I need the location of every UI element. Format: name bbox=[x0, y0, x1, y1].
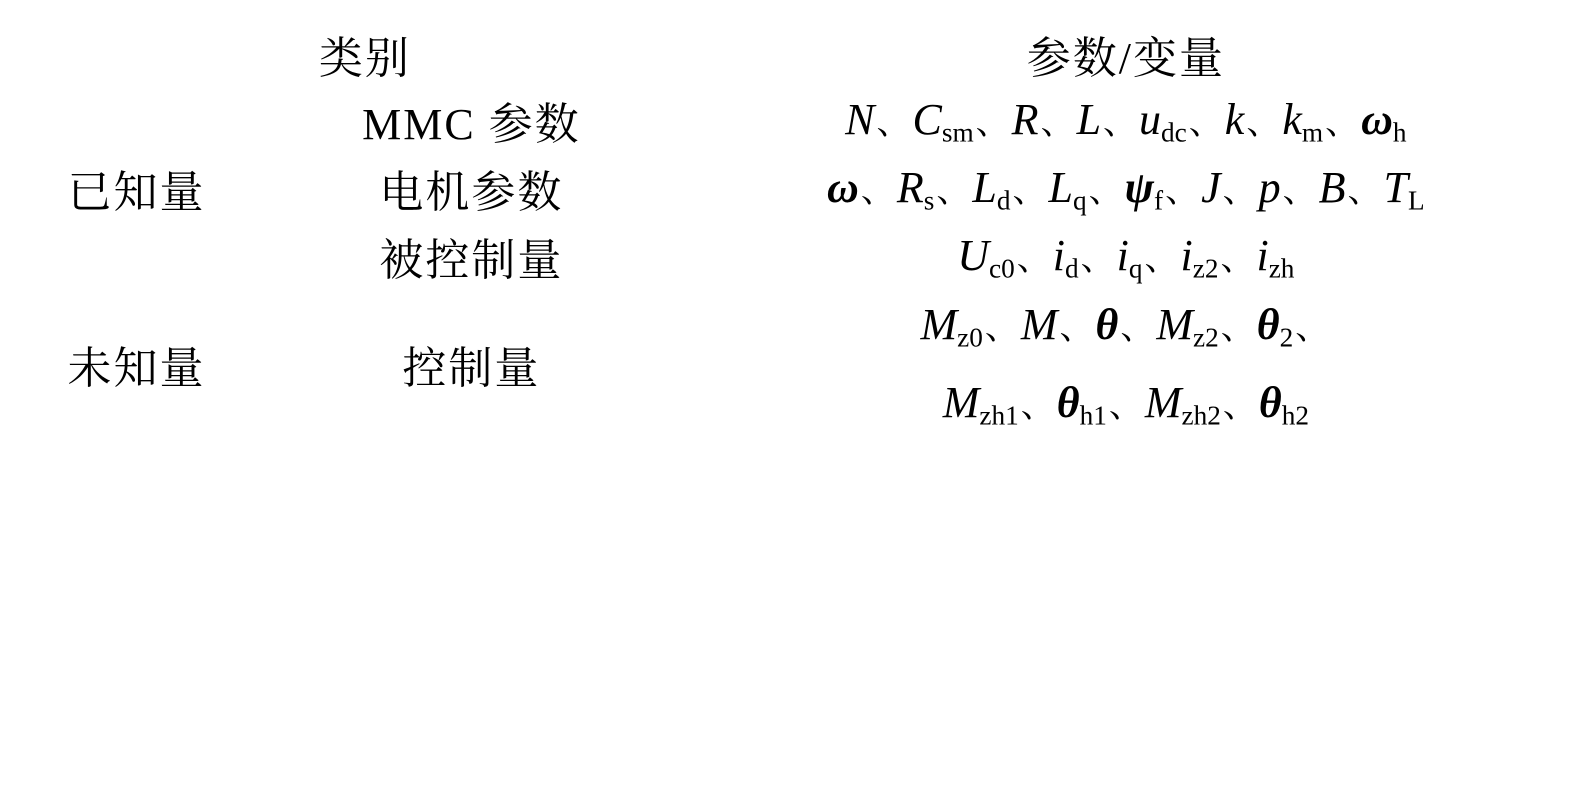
parameters-control-line1: $M_{z0}$、M、θ、$M_{z2}$、$\theta_2$、 bbox=[920, 299, 1330, 353]
table-row bbox=[30, 222, 1552, 290]
parameters-mmc bbox=[700, 86, 1552, 154]
header-category: 类别 bbox=[318, 34, 411, 83]
parameters-mmc-text: N、$C_{sm}$、R、L、$u_{dc}$、k、$k_m$、$\omega_h$ bbox=[845, 95, 1407, 148]
subcategory-motor-parameters: 电机参数 bbox=[379, 168, 564, 218]
parameter-table bbox=[30, 22, 1552, 437]
header-parameter: 参数/变量 bbox=[1026, 34, 1225, 83]
parameters-motor bbox=[700, 154, 1552, 222]
table-row bbox=[30, 154, 1552, 222]
category-known: 已知量 bbox=[67, 168, 206, 218]
subcategory-controlled-quantity: 被控制量 bbox=[379, 236, 564, 286]
table-header-row bbox=[30, 22, 1552, 86]
parameters-control bbox=[700, 291, 1552, 437]
parameters-control-line2: $M_{zh1}$、$\theta_{h1}$、$M_{zh2}$、$\theta_{h2}$ bbox=[942, 377, 1309, 431]
table-row bbox=[30, 291, 1552, 437]
category-unknown: 未知量 bbox=[67, 343, 206, 393]
parameters-controlled-text: $U_{c0}$、$i_d$、$i_q$、$i_{z2}$、$i_{zh}$ bbox=[957, 231, 1295, 284]
subcategory-control-quantity: 控制量 bbox=[402, 343, 541, 393]
table-row bbox=[30, 86, 1552, 154]
parameters-motor-text: ω、$R_s$、$L_d$、$L_q$、$\psi_f$、J、p、B、$T_L$ bbox=[827, 163, 1425, 216]
parameters-controlled bbox=[700, 222, 1552, 290]
subcategory-mmc-parameters: MMC 参数 bbox=[362, 100, 581, 150]
